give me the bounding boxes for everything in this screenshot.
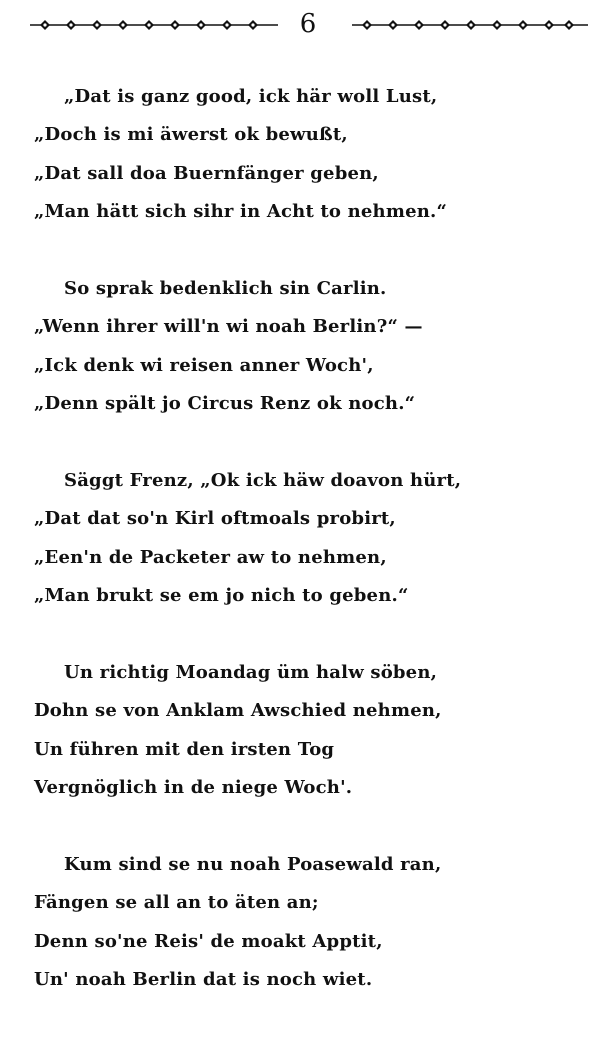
poem-line: „Dat dat so'n Kirl oftmoals probirt, — [34, 508, 396, 530]
poem-line: Fängen se all an to äten an; — [34, 892, 319, 914]
poem-body — [0, 78, 612, 1038]
poem-line: „Doch is mi äwerst ok bewußt, — [34, 124, 348, 146]
poem-line: Un führen mit den irsten Tog — [34, 738, 335, 760]
right-ornament-rule — [352, 18, 588, 32]
stanza-3 — [0, 462, 612, 654]
poem-line: „Man hätt sich sihr in Acht to nehmen.“ — [34, 201, 448, 223]
poem-line: Denn so'ne Reis' de moakt Apptit, — [34, 930, 383, 952]
poem-line: „Denn spält jo Circus Renz ok noch.“ — [34, 393, 416, 415]
page-header — [0, 8, 612, 42]
poem-line: Un' noah Berlin dat is noch wiet. — [34, 969, 373, 991]
stanza-1 — [0, 78, 612, 270]
poem-line: „Een'n de Packeter aw to nehmen, — [34, 546, 387, 568]
poem-line: Kum sind se nu noah Poasewald ran, — [64, 854, 442, 875]
poem-line: „Dat is ganz good, ick här woll Lust, — [64, 86, 438, 107]
left-ornament-rule — [30, 18, 278, 32]
poem-line: Dohn se von Anklam Awschied nehmen, — [34, 700, 442, 722]
poem-line: „Ick denk wi reisen anner Woch', — [34, 354, 374, 376]
page-number: 6 — [299, 9, 317, 39]
stanza-5 — [0, 846, 612, 1038]
poem-line: „Wenn ihrer will'n wi noah Berlin?“ — — [34, 316, 423, 338]
poem-line: So sprak bedenklich sin Carlin. — [64, 278, 387, 299]
stanza-2 — [0, 270, 612, 462]
poem-line: Säggt Frenz, „Ok ick häw doavon hürt, — [64, 470, 462, 491]
poem-line: Un richtig Moandag üm halw söben, — [64, 662, 438, 683]
poem-line: „Dat sall doa Buernfänger geben, — [34, 162, 379, 184]
stanza-4 — [0, 654, 612, 846]
poem-line: Vergnöglich in de niege Woch'. — [34, 777, 353, 799]
poem-line: „Man brukt se em jo nich to geben.“ — [34, 585, 409, 607]
